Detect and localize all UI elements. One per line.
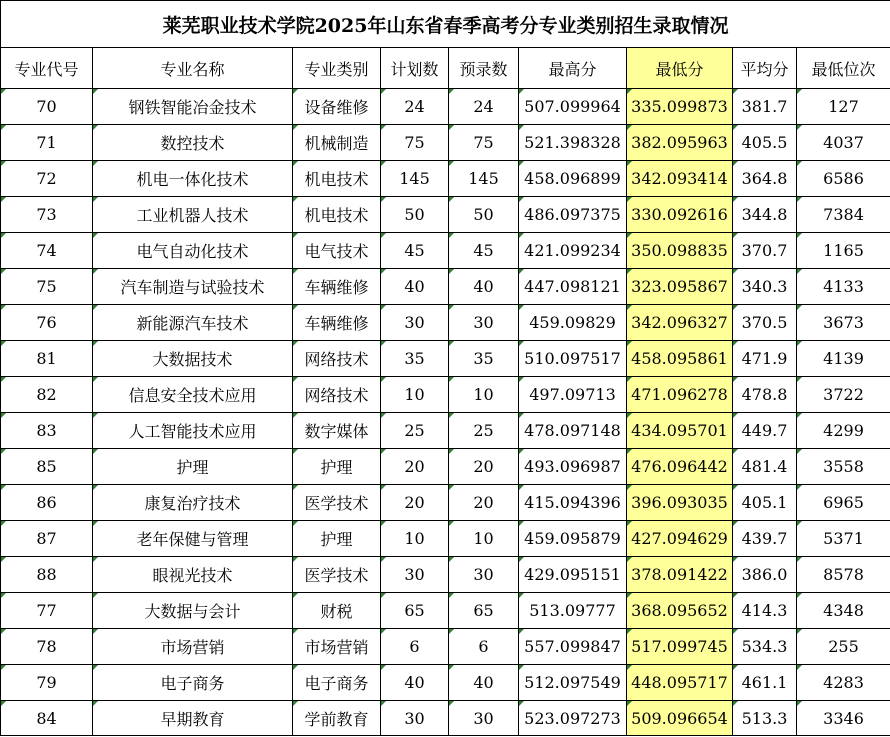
major-name-cell[interactable]: 钢铁智能冶金技术 xyxy=(93,89,293,125)
min-rank-cell[interactable]: 3722 xyxy=(797,377,890,413)
table-row xyxy=(1,377,890,413)
table-row xyxy=(1,521,890,557)
max-score-cell[interactable]: 521.398328 xyxy=(519,125,627,161)
plan-count-cell[interactable]: 20 xyxy=(381,449,449,485)
column-header[interactable]: 专业代号 xyxy=(1,48,93,89)
major-name-cell[interactable]: 康复治疗技术 xyxy=(93,485,293,521)
major-code-cell[interactable]: 81 xyxy=(1,341,93,377)
min-rank-cell[interactable]: 3673 xyxy=(797,305,890,341)
column-header[interactable]: 计划数 xyxy=(381,48,449,89)
major-category-cell[interactable]: 车辆维修 xyxy=(293,305,381,341)
min-rank-cell[interactable]: 4037 xyxy=(797,125,890,161)
major-code-cell[interactable]: 71 xyxy=(1,125,93,161)
header-row xyxy=(1,48,890,89)
major-code-cell[interactable]: 88 xyxy=(1,557,93,593)
min-rank-cell[interactable]: 6586 xyxy=(797,161,890,197)
plan-count-cell[interactable]: 35 xyxy=(381,341,449,377)
avg-score-cell[interactable]: 534.3 xyxy=(733,629,797,665)
major-name-cell[interactable]: 市场营销 xyxy=(93,629,293,665)
plan-count-cell[interactable]: 30 xyxy=(381,557,449,593)
major-code-cell[interactable]: 76 xyxy=(1,305,93,341)
min-score-cell[interactable]: 368.095652 xyxy=(627,593,733,629)
avg-score-cell[interactable]: 340.3 xyxy=(733,269,797,305)
major-category-cell[interactable]: 机电技术 xyxy=(293,161,381,197)
min-score-cell[interactable]: 471.096278 xyxy=(627,377,733,413)
min-score-cell[interactable]: 323.095867 xyxy=(627,269,733,305)
major-name-cell[interactable]: 人工智能技术应用 xyxy=(93,413,293,449)
major-code-cell[interactable]: 78 xyxy=(1,629,93,665)
plan-count-cell[interactable]: 24 xyxy=(381,89,449,125)
table-body xyxy=(1,89,890,736)
major-name-cell[interactable]: 机电一体化技术 xyxy=(93,161,293,197)
admit-count-cell[interactable]: 40 xyxy=(449,269,519,305)
admit-count-cell[interactable]: 30 xyxy=(449,557,519,593)
max-score-cell[interactable]: 510.097517 xyxy=(519,341,627,377)
plan-count-cell[interactable]: 25 xyxy=(381,413,449,449)
min-rank-cell[interactable]: 127 xyxy=(797,89,890,125)
min-score-cell[interactable]: 335.099873 xyxy=(627,89,733,125)
max-score-cell[interactable]: 493.096987 xyxy=(519,449,627,485)
max-score-cell[interactable]: 415.094396 xyxy=(519,485,627,521)
major-code-cell[interactable]: 77 xyxy=(1,593,93,629)
table-row xyxy=(1,593,890,629)
admit-count-cell[interactable]: 65 xyxy=(449,593,519,629)
max-score-cell[interactable]: 512.097549 xyxy=(519,665,627,701)
avg-score-cell[interactable]: 449.7 xyxy=(733,413,797,449)
major-category-cell[interactable]: 车辆维修 xyxy=(293,269,381,305)
table-title: 莱芜职业技术学院2025年山东省春季高考分专业类别招生录取情况 xyxy=(1,1,890,48)
major-category-cell[interactable]: 电气技术 xyxy=(293,233,381,269)
table-row xyxy=(1,269,890,305)
table-row xyxy=(1,305,890,341)
max-score-cell[interactable]: 478.097148 xyxy=(519,413,627,449)
admit-count-cell[interactable]: 20 xyxy=(449,485,519,521)
major-code-cell[interactable]: 87 xyxy=(1,521,93,557)
major-category-cell[interactable]: 护理 xyxy=(293,521,381,557)
major-category-cell[interactable]: 电子商务 xyxy=(293,665,381,701)
max-score-cell[interactable]: 523.097273 xyxy=(519,701,627,736)
major-category-cell[interactable]: 机电技术 xyxy=(293,197,381,233)
admit-count-cell[interactable]: 75 xyxy=(449,125,519,161)
min-rank-cell[interactable]: 7384 xyxy=(797,197,890,233)
plan-count-cell[interactable]: 20 xyxy=(381,485,449,521)
min-rank-cell[interactable]: 255 xyxy=(797,629,890,665)
plan-count-cell[interactable]: 50 xyxy=(381,197,449,233)
major-name-cell[interactable]: 数控技术 xyxy=(93,125,293,161)
min-score-cell[interactable]: 350.098835 xyxy=(627,233,733,269)
table-row xyxy=(1,125,890,161)
avg-score-cell[interactable]: 414.3 xyxy=(733,593,797,629)
min-rank-cell[interactable]: 4139 xyxy=(797,341,890,377)
max-score-cell[interactable]: 497.09713 xyxy=(519,377,627,413)
min-rank-cell[interactable]: 4299 xyxy=(797,413,890,449)
avg-score-cell[interactable]: 381.7 xyxy=(733,89,797,125)
max-score-cell[interactable]: 459.09829 xyxy=(519,305,627,341)
plan-count-cell[interactable]: 145 xyxy=(381,161,449,197)
min-rank-cell[interactable]: 3558 xyxy=(797,449,890,485)
major-name-cell[interactable]: 早期教育 xyxy=(93,701,293,736)
max-score-cell[interactable]: 458.096899 xyxy=(519,161,627,197)
column-header[interactable]: 最高分 xyxy=(519,48,627,89)
major-code-cell[interactable]: 85 xyxy=(1,449,93,485)
major-code-cell[interactable]: 74 xyxy=(1,233,93,269)
plan-count-cell[interactable]: 10 xyxy=(381,521,449,557)
table-row xyxy=(1,161,890,197)
table-row xyxy=(1,413,890,449)
major-category-cell[interactable]: 护理 xyxy=(293,449,381,485)
min-score-cell[interactable]: 427.094629 xyxy=(627,521,733,557)
admit-count-cell[interactable]: 40 xyxy=(449,665,519,701)
avg-score-cell[interactable]: 386.0 xyxy=(733,557,797,593)
column-header[interactable]: 专业类别 xyxy=(293,48,381,89)
major-code-cell[interactable]: 72 xyxy=(1,161,93,197)
plan-count-cell[interactable]: 65 xyxy=(381,593,449,629)
major-name-cell[interactable]: 大数据技术 xyxy=(93,341,293,377)
major-category-cell[interactable]: 数字媒体 xyxy=(293,413,381,449)
major-name-cell[interactable]: 汽车制造与试验技术 xyxy=(93,269,293,305)
min-rank-cell[interactable]: 6965 xyxy=(797,485,890,521)
table-row xyxy=(1,665,890,701)
plan-count-cell[interactable]: 30 xyxy=(381,305,449,341)
min-score-cell[interactable]: 330.092616 xyxy=(627,197,733,233)
major-category-cell[interactable]: 机械制造 xyxy=(293,125,381,161)
min-rank-cell[interactable]: 4133 xyxy=(797,269,890,305)
admit-count-cell[interactable]: 25 xyxy=(449,413,519,449)
major-code-cell[interactable]: 79 xyxy=(1,665,93,701)
plan-count-cell[interactable]: 75 xyxy=(381,125,449,161)
major-name-cell[interactable]: 护理 xyxy=(93,449,293,485)
max-score-cell[interactable]: 429.095151 xyxy=(519,557,627,593)
min-score-cell[interactable]: 396.093035 xyxy=(627,485,733,521)
min-score-cell[interactable]: 342.096327 xyxy=(627,305,733,341)
admit-count-cell[interactable]: 6 xyxy=(449,629,519,665)
column-header[interactable]: 预录数 xyxy=(449,48,519,89)
major-category-cell[interactable]: 网络技术 xyxy=(293,377,381,413)
major-category-cell[interactable]: 财税 xyxy=(293,593,381,629)
min-score-cell[interactable]: 382.095963 xyxy=(627,125,733,161)
major-name-cell[interactable]: 电气自动化技术 xyxy=(93,233,293,269)
plan-count-cell[interactable]: 45 xyxy=(381,233,449,269)
major-category-cell[interactable]: 网络技术 xyxy=(293,341,381,377)
avg-score-cell[interactable]: 481.4 xyxy=(733,449,797,485)
admit-count-cell[interactable]: 45 xyxy=(449,233,519,269)
major-name-cell[interactable]: 电子商务 xyxy=(93,665,293,701)
min-score-cell[interactable]: 517.099745 xyxy=(627,629,733,665)
plan-count-cell[interactable]: 10 xyxy=(381,377,449,413)
admit-count-cell[interactable]: 145 xyxy=(449,161,519,197)
major-name-cell[interactable]: 大数据与会计 xyxy=(93,593,293,629)
min-rank-cell[interactable]: 3346 xyxy=(797,701,890,736)
min-score-cell[interactable]: 434.095701 xyxy=(627,413,733,449)
major-name-cell[interactable]: 信息安全技术应用 xyxy=(93,377,293,413)
table-row xyxy=(1,197,890,233)
admit-count-cell[interactable]: 35 xyxy=(449,341,519,377)
major-code-cell[interactable]: 84 xyxy=(1,701,93,736)
min-score-cell[interactable]: 342.093414 xyxy=(627,161,733,197)
avg-score-cell[interactable]: 461.1 xyxy=(733,665,797,701)
table-row xyxy=(1,485,890,521)
plan-count-cell[interactable]: 40 xyxy=(381,269,449,305)
table-row xyxy=(1,629,890,665)
avg-score-cell[interactable]: 439.7 xyxy=(733,521,797,557)
major-category-cell[interactable]: 市场营销 xyxy=(293,629,381,665)
max-score-cell[interactable]: 557.099847 xyxy=(519,629,627,665)
admit-count-cell[interactable]: 30 xyxy=(449,305,519,341)
admit-count-cell[interactable]: 20 xyxy=(449,449,519,485)
avg-score-cell[interactable]: 370.5 xyxy=(733,305,797,341)
avg-score-cell[interactable]: 370.7 xyxy=(733,233,797,269)
avg-score-cell[interactable]: 478.8 xyxy=(733,377,797,413)
min-score-cell[interactable]: 448.095717 xyxy=(627,665,733,701)
min-score-cell[interactable]: 378.091422 xyxy=(627,557,733,593)
column-header-highlighted[interactable]: 最低分 xyxy=(627,48,733,89)
major-code-cell[interactable]: 82 xyxy=(1,377,93,413)
avg-score-cell[interactable]: 513.3 xyxy=(733,701,797,736)
max-score-cell[interactable]: 486.097375 xyxy=(519,197,627,233)
major-code-cell[interactable]: 70 xyxy=(1,89,93,125)
min-score-cell[interactable]: 458.095861 xyxy=(627,341,733,377)
major-category-cell[interactable]: 设备维修 xyxy=(293,89,381,125)
max-score-cell[interactable]: 421.099234 xyxy=(519,233,627,269)
major-name-cell[interactable]: 新能源汽车技术 xyxy=(93,305,293,341)
min-score-cell[interactable]: 476.096442 xyxy=(627,449,733,485)
column-header[interactable]: 平均分 xyxy=(733,48,797,89)
min-rank-cell[interactable]: 8578 xyxy=(797,557,890,593)
major-name-cell[interactable]: 老年保健与管理 xyxy=(93,521,293,557)
major-code-cell[interactable]: 83 xyxy=(1,413,93,449)
table-row xyxy=(1,701,890,736)
avg-score-cell[interactable]: 405.1 xyxy=(733,485,797,521)
table-row xyxy=(1,449,890,485)
admit-count-cell[interactable]: 10 xyxy=(449,377,519,413)
avg-score-cell[interactable]: 405.5 xyxy=(733,125,797,161)
min-score-cell[interactable]: 509.096654 xyxy=(627,701,733,736)
admit-count-cell[interactable]: 50 xyxy=(449,197,519,233)
admit-count-cell[interactable]: 30 xyxy=(449,701,519,736)
admit-count-cell[interactable]: 24 xyxy=(449,89,519,125)
table-row xyxy=(1,557,890,593)
table-row xyxy=(1,233,890,269)
major-name-cell[interactable]: 工业机器人技术 xyxy=(93,197,293,233)
min-rank-cell[interactable]: 4348 xyxy=(797,593,890,629)
major-category-cell[interactable]: 学前教育 xyxy=(293,701,381,736)
avg-score-cell[interactable]: 471.9 xyxy=(733,341,797,377)
major-category-cell[interactable]: 医学技术 xyxy=(293,485,381,521)
table-row xyxy=(1,341,890,377)
min-rank-cell[interactable]: 1165 xyxy=(797,233,890,269)
column-header[interactable]: 最低位次 xyxy=(797,48,890,89)
plan-count-cell[interactable]: 40 xyxy=(381,665,449,701)
major-code-cell[interactable]: 75 xyxy=(1,269,93,305)
avg-score-cell[interactable]: 364.8 xyxy=(733,161,797,197)
major-name-cell[interactable]: 眼视光技术 xyxy=(93,557,293,593)
avg-score-cell[interactable]: 344.8 xyxy=(733,197,797,233)
major-category-cell[interactable]: 医学技术 xyxy=(293,557,381,593)
plan-count-cell[interactable]: 30 xyxy=(381,701,449,736)
major-code-cell[interactable]: 86 xyxy=(1,485,93,521)
major-code-cell[interactable]: 73 xyxy=(1,197,93,233)
min-rank-cell[interactable]: 4283 xyxy=(797,665,890,701)
max-score-cell[interactable]: 447.098121 xyxy=(519,269,627,305)
max-score-cell[interactable]: 513.09777 xyxy=(519,593,627,629)
plan-count-cell[interactable]: 6 xyxy=(381,629,449,665)
table-row xyxy=(1,89,890,125)
max-score-cell[interactable]: 459.095879 xyxy=(519,521,627,557)
column-header[interactable]: 专业名称 xyxy=(93,48,293,89)
min-rank-cell[interactable]: 5371 xyxy=(797,521,890,557)
max-score-cell[interactable]: 507.099964 xyxy=(519,89,627,125)
admit-count-cell[interactable]: 10 xyxy=(449,521,519,557)
